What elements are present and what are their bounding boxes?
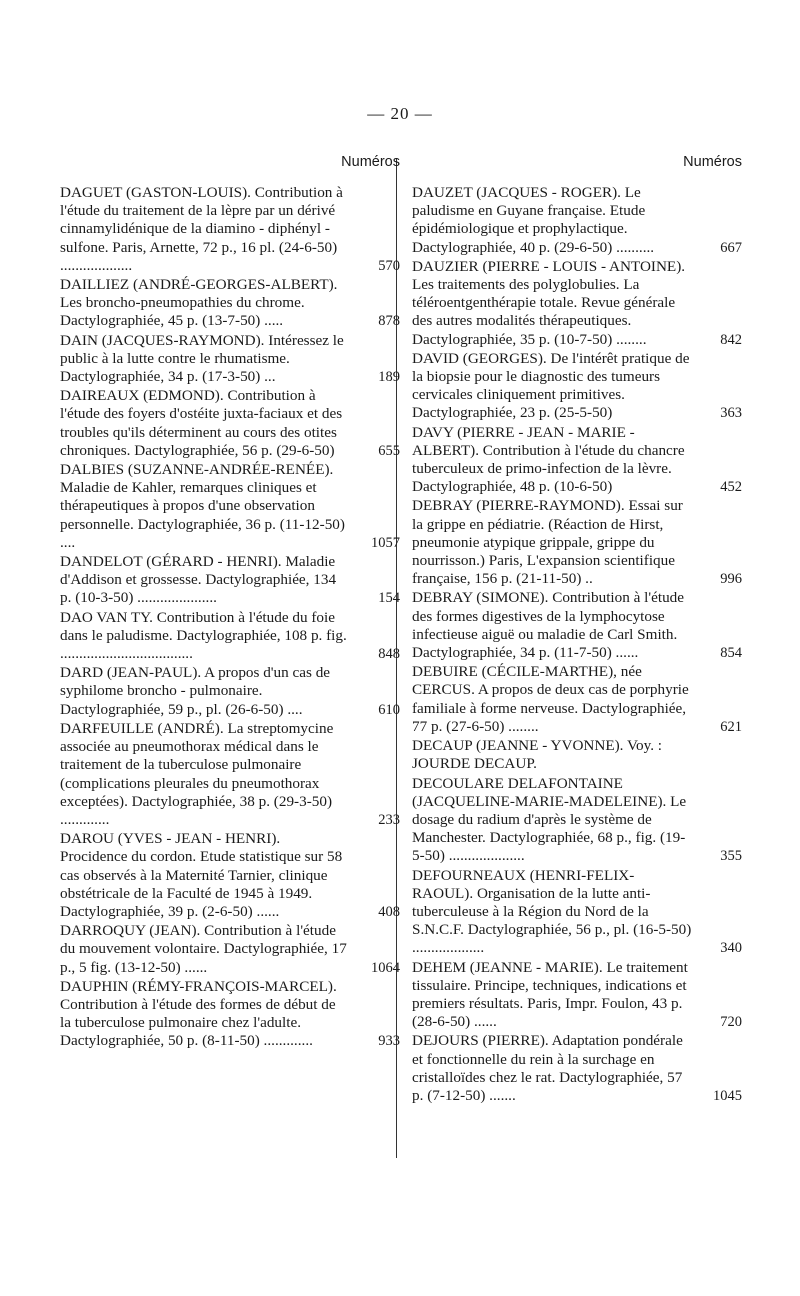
- entry-text: DEBRAY (PIERRE-RAYMOND). Essai sur la grippe en pédiatrie. (Réaction de Hirst, pneumonie atypique grippale, grippe du nourrisson.) Paris, L'expansion scientifique française, 156 p. (21-11-50) ..: [412, 497, 683, 588]
- left-entry-list: [60, 184, 400, 1051]
- entry-text: DEJOURS (PIERRE). Adaptation pondérale et fonctionnelle du rein à la surchage en cristalloïdes chez le rat. Dactylographiée, 57 p. (7-12-50) .......: [412, 1032, 683, 1104]
- entry-text: DAILLIEZ (ANDRÉ-GEORGES-ALBERT). Les broncho-pneumopathies du chrome. Dactylographiée, 45 p. (13-7-50) .....: [60, 276, 338, 330]
- bibliography-entry: [412, 663, 742, 736]
- entry-number: 363: [720, 405, 742, 422]
- entry-text: DAVID (GEORGES). De l'intérêt pratique de la biopsie pour le diagnostic des tumeurs cervicales cliniquement primitives. Dactylographiée, 23 p. (25-5-50): [412, 349, 690, 422]
- entry-number: 355: [720, 848, 742, 865]
- entry-number: 655: [378, 442, 400, 459]
- entry-number: 340: [720, 940, 742, 957]
- entry-text: DANDELOT (GÉRARD - HENRI). Maladie d'Addison et grossesse. Dactylographiée, 134 p. (10-3-50) .....................: [60, 553, 337, 607]
- bibliography-entry: [412, 1032, 742, 1105]
- bibliography-entry: [412, 775, 742, 866]
- entry-number: 408: [378, 903, 400, 920]
- page-number: — 20 —: [367, 104, 433, 123]
- bibliography-entry: [60, 387, 400, 460]
- entry-text: DARROQUY (JEAN). Contribution à l'étude du mouvement volontaire. Dactylographiée, 17 p., 5 fig. (13-12-50) ......: [60, 922, 347, 976]
- bibliography-entry: [60, 184, 400, 275]
- bibliography-entry: [412, 350, 742, 423]
- bibliography-entry: [60, 461, 400, 552]
- left-column-heading: Numéros: [341, 154, 400, 170]
- entry-number: 1045: [713, 1087, 742, 1104]
- entry-text: DAO VAN TY. Contribution à l'étude du foie dans le paludisme. Dactylographiée, 108 p. fig. ...................................: [60, 608, 347, 663]
- entry-number: 933: [378, 1033, 400, 1050]
- entry-text: DARD (JEAN-PAUL). A propos d'un cas de syphilome broncho - pulmonaire. Dactylographiée, 59 p., pl. (26-6-50) ....: [60, 664, 331, 718]
- right-column: [412, 150, 742, 1106]
- entry-text: DAGUET (GASTON-LOUIS). Contribution à l'étude du traitement de la lèpre par un dérivé cinnamylidénique de la diamino - diphényl - sulfone. Paris, Arnette, 72 p., 16 pl. (24-6-50) ...................: [60, 184, 343, 274]
- entry-text: DAIN (JACQUES-RAYMOND). Intéressez le public à la lutte contre le rhumatisme. Dactylographiée, 34 p. (17-3-50) ...: [60, 331, 344, 386]
- bibliography-entry: [60, 276, 400, 331]
- entry-text: DALBIES (SUZANNE-ANDRÉE-RENÉE). Maladie de Kahler, remarques cliniques et thérapeutiques à propos d'une observation personnelle. Dactylographiée, 36 p. (11-12-50) ....: [60, 461, 345, 551]
- bibliography-entry: [412, 258, 742, 349]
- entry-number: 570: [378, 257, 400, 274]
- left-column: [60, 150, 400, 1052]
- entry-number: 154: [378, 590, 400, 607]
- entry-text: DAUPHIN (RÉMY-FRANÇOIS-MARCEL). Contribution à l'étude des formes de début de la tuberculose pulmonaire chez l'adulte. Dactylographiée, 50 p. (8-11-50) .............: [60, 977, 337, 1050]
- entry-text: DARFEUILLE (ANDRÉ). La streptomycine associée au pneumothorax médical dans le traitement de la tuberculose pulmonaire (complications pleurales du pneumothorax exceptées). Dactylographiée, 38 p. (29-3-50) .............: [60, 719, 334, 828]
- entry-number: 854: [720, 645, 742, 662]
- bibliography-entry: [412, 497, 742, 588]
- entry-number: 720: [720, 1014, 742, 1031]
- entry-number: 996: [720, 571, 742, 588]
- bibliography-entry: [60, 720, 400, 829]
- entry-text: DAROU (YVES - JEAN - HENRI). Procidence du cordon. Etude statistique sur 58 cas observés à la Maternité Tarnier, clinique obstétricale de la Faculté de 1945 à 1949. Dactylographiée, 39 p. (2-6-50) ......: [60, 830, 343, 920]
- entry-number: 848: [378, 646, 400, 663]
- bibliography-entry: [412, 589, 742, 662]
- entry-text: DAUZET (JACQUES - ROGER). Le paludisme en Guyane française. Etude épidémiologique et prophylactique. Dactylographiée, 40 p. (29-6-50) ..........: [412, 184, 655, 256]
- bibliography-entry: [60, 609, 400, 664]
- bibliography-entry: [412, 867, 742, 958]
- bibliography-entry: [60, 332, 400, 387]
- entry-text: DAUZIER (PIERRE - LOUIS - ANTOINE). Les traitements des polyglobulies. La téléroentgenthérapie totale. Revue générale des autres modalités thérapeutiques. Dactylographiée, 35 p. (10-7-50) ........: [412, 257, 686, 348]
- entry-number: 452: [720, 479, 742, 496]
- entry-text: DEBRAY (SIMONE). Contribution à l'étude des formes digestives de la lymphocytose infectieuse aiguë ou maladie de Carl Smith. Dactylographiée, 34 p. (11-7-50) ......: [412, 589, 685, 662]
- bibliography-entry: [412, 424, 742, 497]
- right-column-heading: Numéros: [683, 154, 742, 170]
- entry-number: 1057: [371, 534, 400, 551]
- bibliography-entry: [412, 737, 742, 773]
- entry-text: DECAUP (JEANNE - YVONNE). Voy. : JOURDE DECAUP.: [412, 737, 663, 773]
- entry-number: 667: [720, 239, 742, 256]
- bibliography-entry: [412, 184, 742, 257]
- entry-text: DAIREAUX (EDMOND). Contribution à l'étude des foyers d'ostéite juxta-faciaux et des troubles qu'ils déterminent au cours des otites chroniques. Dactylographiée, 56 p. (29-6-50): [60, 387, 343, 459]
- entry-number: 233: [378, 811, 400, 828]
- bibliography-entry: [60, 553, 400, 608]
- entry-number: 842: [720, 331, 742, 348]
- entry-text: DECOULARE DELAFONTAINE (JACQUELINE-MARIE-MADELEINE). Le dosage du radium d'après le système de Manchester. Dactylographiée, 68 p., fig. (19-5-50) ....................: [412, 774, 687, 865]
- bibliography-entry: [60, 664, 400, 719]
- bibliography-entry: [60, 830, 400, 921]
- entry-number: 878: [378, 313, 400, 330]
- entry-text: DEFOURNEAUX (HENRI-FELIX-RAOUL). Organisation de la lutte anti-tuberculeuse à la Région du Nord de la S.N.C.F. Dactylographiée, 56 p., pl. (16-5-50) ...................: [412, 866, 692, 957]
- right-entry-list: [412, 184, 742, 1105]
- entry-number: 621: [720, 718, 742, 735]
- entry-text: DEBUIRE (CÉCILE-MARTHE), née CERCUS. A propos de deux cas de porphyrie familiale à forme nerveuse. Dactylographiée, 77 p. (27-6-50) ........: [412, 663, 689, 735]
- entry-number: 610: [378, 701, 400, 718]
- entry-number: 189: [378, 369, 400, 386]
- entry-text: DAVY (PIERRE - JEAN - MARIE - ALBERT). Contribution à l'étude du chancre tuberculeux de primo-infection de la lèvre. Dactylographiée, 48 p. (10-6-50): [412, 423, 685, 496]
- entry-text: DEHEM (JEANNE - MARIE). Le traitement tissulaire. Principe, techniques, indications et premiers résultats. Paris, Impr. Foulon, 43 p. (28-6-50) ......: [412, 958, 688, 1031]
- bibliography-entry: [60, 978, 400, 1051]
- bibliography-entry: [60, 922, 400, 977]
- entry-number: 1064: [371, 959, 400, 976]
- bibliography-entry: [412, 959, 742, 1032]
